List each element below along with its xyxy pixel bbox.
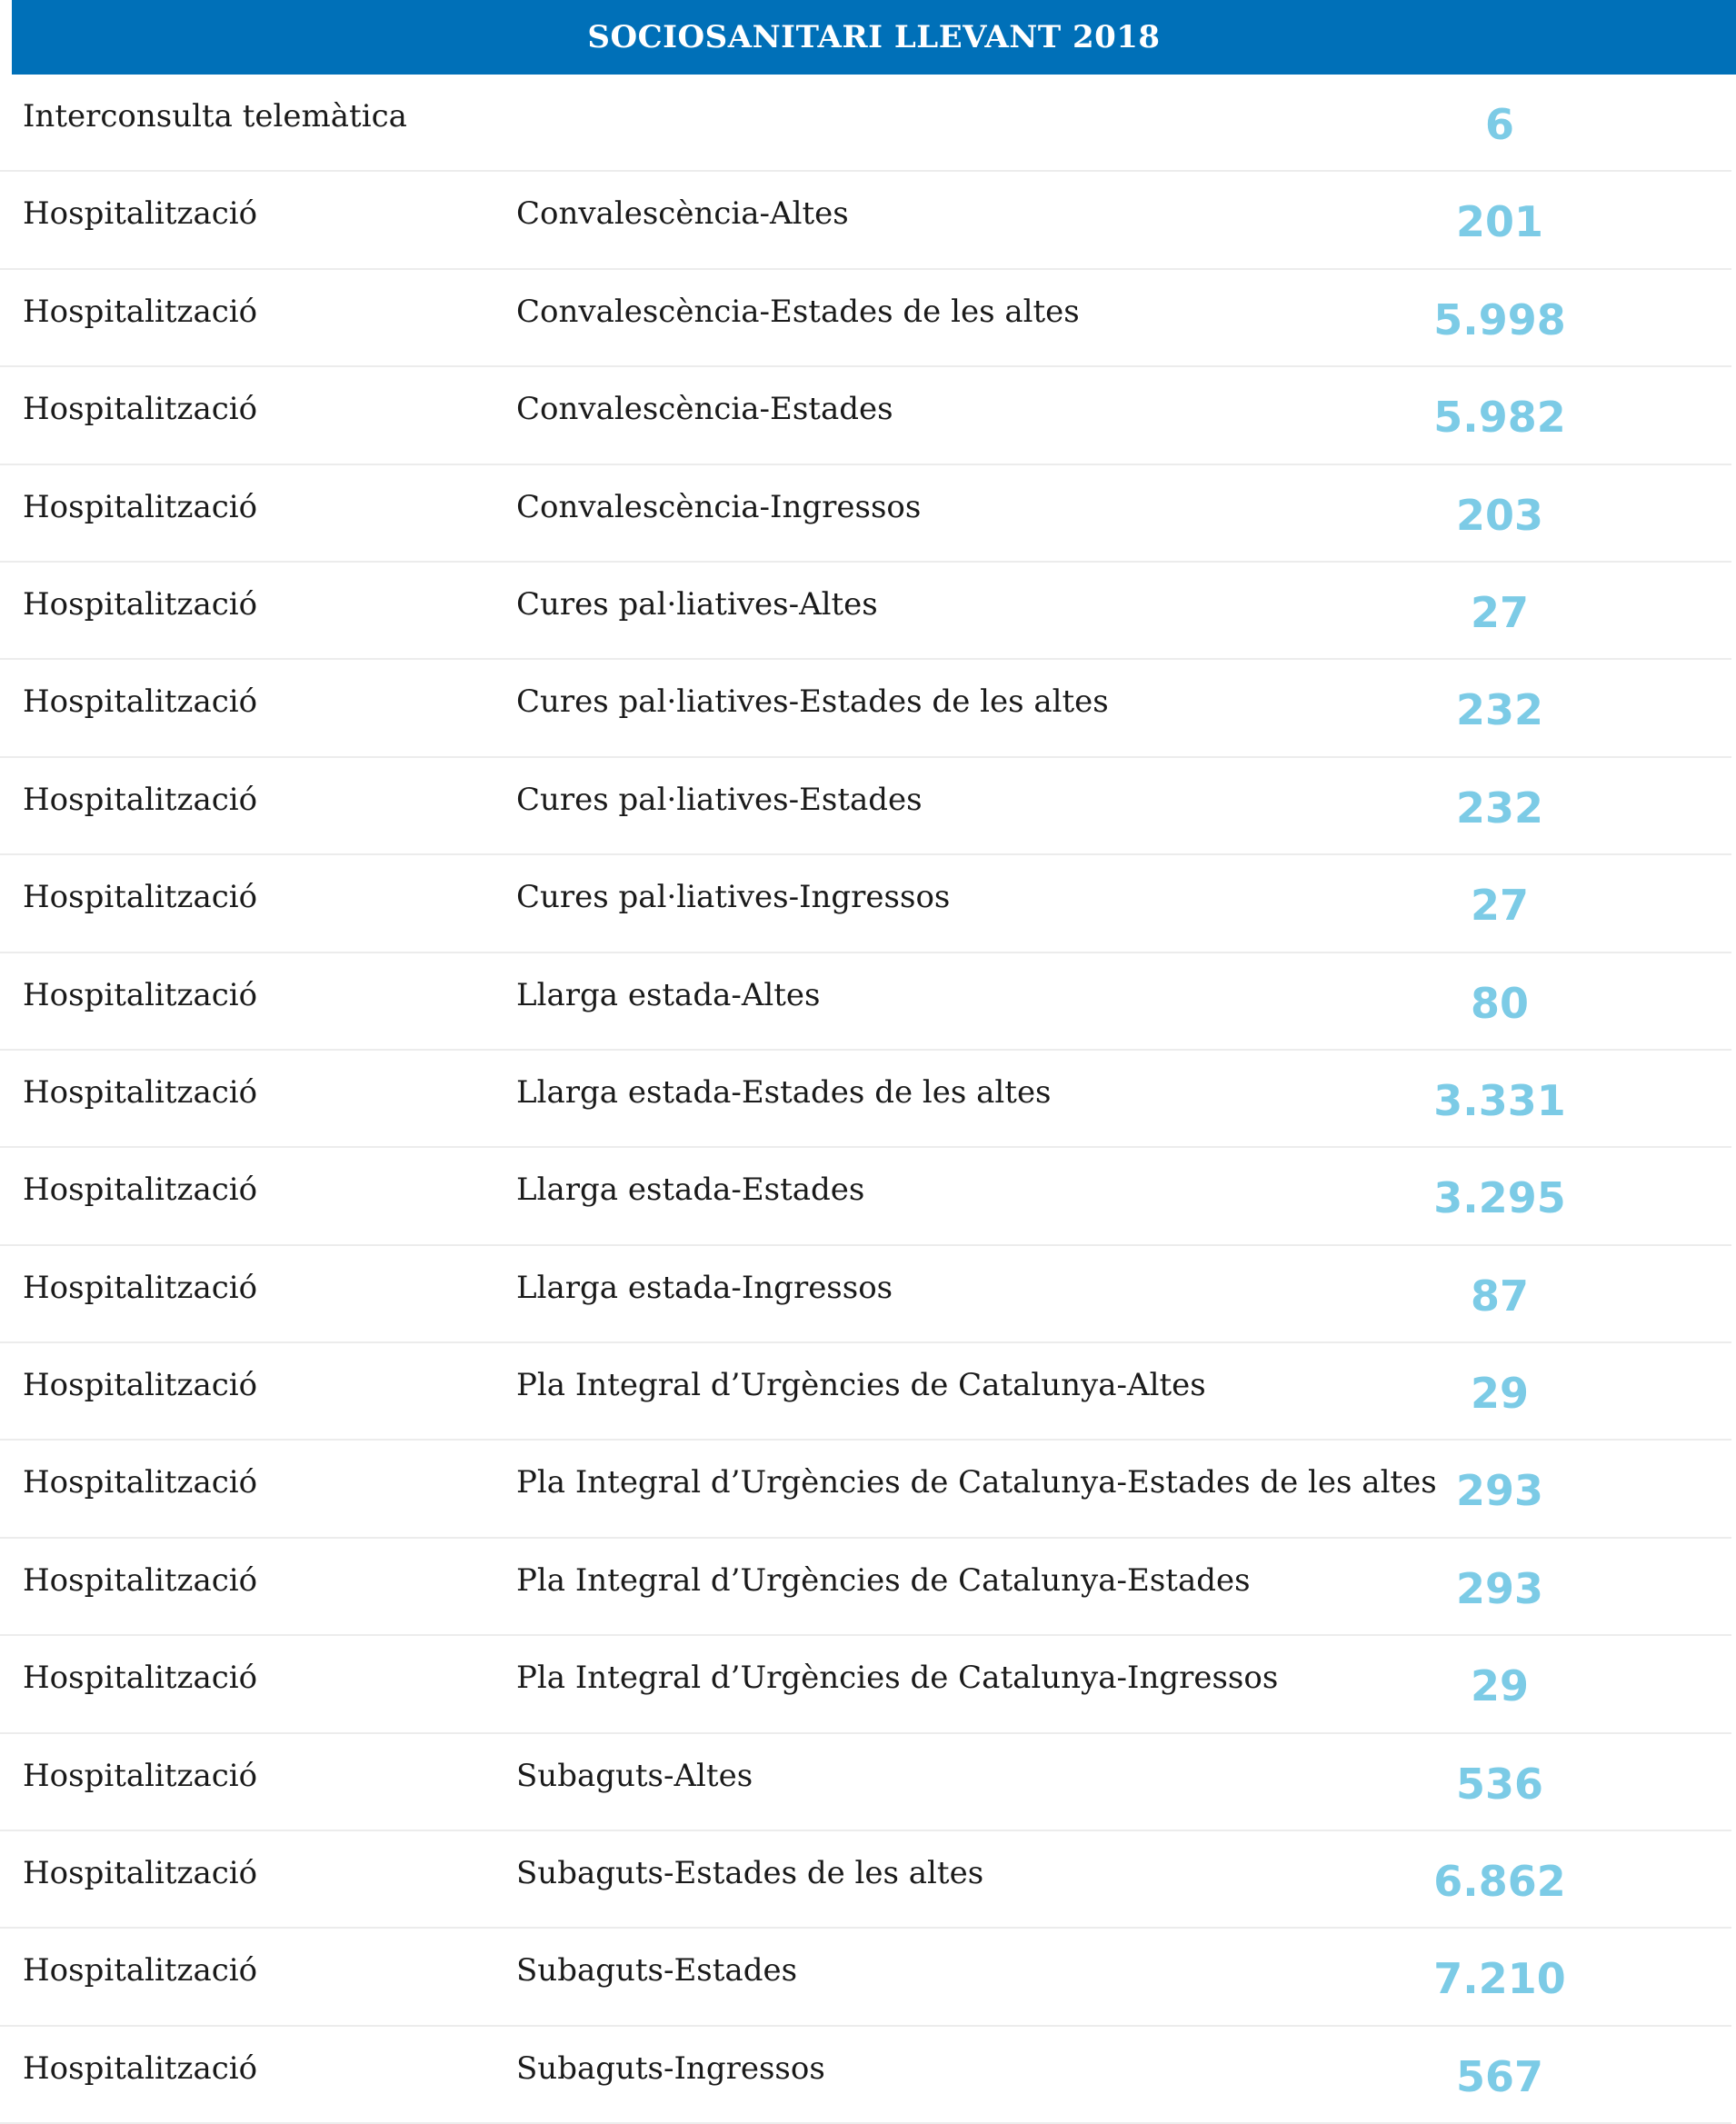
table-row [0,758,1731,855]
row-category: Hospitalització [23,976,258,1013]
table-row [0,855,1731,952]
row-category: Hospitalització [23,1464,258,1501]
row-category: Hospitalització [23,391,258,428]
row-value: 3.331 [1433,1075,1566,1125]
row-detail: Llarga estada-Estades [516,1172,865,1209]
row-detail: Pla Integral d’Urgències de Catalunya-Altes [516,1367,1206,1404]
row-value: 536 [1455,1759,1544,1809]
row-detail: Subaguts-Altes [516,1757,753,1794]
row-detail: Llarga estada-Ingressos [516,1269,893,1306]
row-category: Hospitalització [23,683,258,721]
row-detail: Convalescència-Ingressos [516,488,922,525]
row-value: 6 [1484,100,1514,149]
row-category: Hospitalització [23,585,258,623]
row-detail: Pla Integral d’Urgències de Catalunya-Estades [516,1561,1251,1599]
row-category: Hospitalització [23,1172,258,1209]
table-row [0,270,1731,367]
table-row [0,1636,1731,1733]
row-value: 29 [1470,1661,1529,1711]
row-category: Hospitalització [23,1561,258,1599]
table-row [0,1343,1731,1441]
row-detail: Cures pal·liatives-Altes [516,585,878,623]
table-row [0,953,1731,1051]
table-row [0,1929,1731,2026]
table-row [0,1148,1731,1245]
row-value: 27 [1470,881,1529,931]
table-row [0,465,1731,563]
row-category: Hospitalització [23,195,258,233]
row-detail: Cures pal·liatives-Estades [516,781,923,818]
row-category: Hospitalització [23,1757,258,1794]
row-value: 29 [1470,1369,1529,1419]
row-detail: Cures pal·liatives-Ingressos [516,879,951,916]
row-category: Hospitalització [23,1952,258,1989]
table-row [0,1539,1731,1636]
row-value: 87 [1470,1271,1529,1321]
table-row [0,1051,1731,1148]
row-value: 232 [1455,783,1544,833]
row-category: Hospitalització [23,1855,258,1892]
row-detail: Pla Integral d’Urgències de Catalunya-Ingressos [516,1660,1279,1697]
table-row [0,660,1731,757]
row-value: 5.998 [1433,294,1566,344]
row-value: 293 [1455,1563,1544,1613]
row-category: Hospitalització [23,781,258,818]
row-category: Hospitalització [23,488,258,525]
row-value: 27 [1470,587,1529,637]
row-category: Hospitalització [23,1367,258,1404]
table-row [0,1831,1731,1929]
row-category: Hospitalització [23,1660,258,1697]
row-value: 80 [1470,978,1529,1028]
row-category: Hospitalització [23,293,258,330]
row-value: 201 [1455,197,1544,247]
row-category: Hospitalització [23,2049,258,2087]
table-row [0,563,1731,660]
table-title: SOCIOSANITARI LLEVANT 2018 [12,0,1736,75]
row-detail: Llarga estada-Estades de les altes [516,1073,1052,1111]
row-value: 567 [1455,2051,1544,2101]
row-category: Interconsulta telemàtica [23,98,407,135]
row-detail: Subaguts-Estades de les altes [516,1855,984,1892]
row-detail: Pla Integral d’Urgències de Catalunya-Estades de les altes [516,1464,1437,1501]
table-body [0,75,1736,2124]
row-value: 293 [1455,1466,1544,1516]
row-detail: Subaguts-Ingressos [516,2049,825,2087]
table-row [0,1734,1731,1831]
row-value: 7.210 [1433,1954,1566,2004]
row-value: 203 [1455,490,1544,540]
row-value: 3.295 [1433,1173,1566,1223]
row-value: 6.862 [1433,1857,1566,1907]
row-category: Hospitalització [23,1269,258,1306]
row-value: 232 [1455,685,1544,735]
table-row [0,172,1731,269]
row-detail: Cures pal·liatives-Estades de les altes [516,683,1109,721]
row-detail: Convalescència-Estades de les altes [516,293,1080,330]
table-row [0,1246,1731,1343]
row-detail: Subaguts-Estades [516,1952,798,1989]
table-row [0,367,1731,464]
table-row [0,2027,1731,2124]
row-category: Hospitalització [23,879,258,916]
row-category: Hospitalització [23,1073,258,1111]
row-value: 5.982 [1433,393,1566,443]
table-row [0,75,1731,172]
row-detail: Llarga estada-Altes [516,976,821,1013]
row-detail: Convalescència-Altes [516,195,849,233]
table-row [0,1441,1731,1538]
row-detail: Convalescència-Estades [516,391,893,428]
